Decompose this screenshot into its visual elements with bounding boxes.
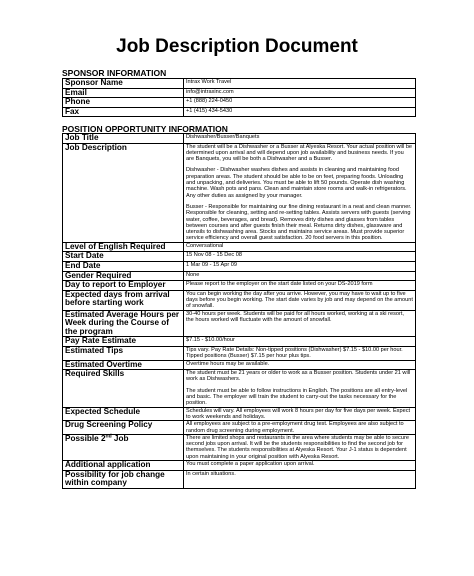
- dishwasher-paragraph: Dishwasher - Dishwasher washes dishes and assists in cleaning and maintaining food preparation areas. The student should be able to be on feet, preparing foods. Unloading and unpacking, and deliveries. You must be able to lift 50 pounds. Operate dish washing machine. Wash pots and pans. Clean and maintain store rooms and walk-in refrigerators. Any other duties as assigned by your manager.: [186, 167, 407, 199]
- table-row: [63, 134, 416, 144]
- job-title-value: Dishwasher/Busser/Banquets: [184, 134, 416, 144]
- table-row: [63, 98, 416, 108]
- job-description-label: Job Description: [63, 143, 184, 242]
- table-row: [63, 470, 416, 488]
- table-row: [63, 310, 416, 337]
- expected-days-value: You can begin working the day after you arrive. However, you may have to wait up to five days before you begin working. The start date varies by job and may depend on the amount of snowfall.: [184, 290, 416, 310]
- second-job-value: There are limited shops and restaurants in the area where students may be able to secure second jobs upon arrival. It will be the students responsibilities to find the second job for themselves. The students responsibilities at Alyeska Resort. Your J-1 status is dependent upon maintaining in your original position with Alyeska Resort.: [184, 434, 416, 460]
- application-value: You must complete a paper application upon arrival.: [184, 461, 416, 471]
- job-change-label: Possibility for job change within company: [63, 470, 184, 488]
- sponsor-table: [62, 78, 416, 117]
- fax-label: Fax: [63, 107, 184, 117]
- table-row: [63, 79, 416, 89]
- job-description-paragraph: The student will be a Dishwasher or a Busser at Alyeska Resort. Your actual position will be determined upon arrival and will depend upon job availability and business needs. If you are Banquets, you will be both a Dishwasher and a Busser.: [186, 143, 413, 163]
- sponsor-name-value: Intrax Work Travel: [184, 79, 416, 89]
- second-job-label-end: Job: [111, 433, 129, 443]
- table-row: [63, 261, 416, 271]
- table-row: [63, 281, 416, 291]
- application-label: Additional application: [63, 461, 184, 471]
- table-row: [63, 346, 416, 360]
- schedule-value: Schedules will vary. All employees will work 8 hours per day for five days per week. Expect to work weekends and holidays.: [184, 407, 416, 421]
- sponsor-name-label: Sponsor Name: [63, 79, 184, 89]
- phone-label: Phone: [63, 98, 184, 108]
- report-day-value: Please report to the employer on the start date listed on your DS-2019 form: [184, 281, 416, 291]
- skills-label: Required Skills: [63, 370, 184, 407]
- phone-value: +1 (888) 224-0450: [184, 98, 416, 108]
- skills-paragraph-age: The student must be 21 years or older to work as a Busser position. Students under 21 will work as Dishwashers.: [186, 370, 411, 383]
- second-job-label: [63, 434, 184, 460]
- table-row: [63, 370, 416, 407]
- drug-policy-label: Drug Screening Policy: [63, 421, 184, 435]
- skills-value: [184, 370, 416, 407]
- table-row: [63, 290, 416, 310]
- end-date-label: End Date: [63, 261, 184, 271]
- position-table: [62, 133, 416, 489]
- email-value: info@intraxinc.com: [184, 88, 416, 98]
- table-row: [63, 242, 416, 252]
- report-day-label: Day to report to Employer: [63, 281, 184, 291]
- table-row: [63, 107, 416, 117]
- english-label: Level of English Required: [63, 242, 184, 252]
- gender-label: Gender Required: [63, 271, 184, 281]
- drug-policy-value: All employees are subject to a pre-employment drug test. Employees are also subject to random drug screening during employment.: [184, 421, 416, 435]
- table-row: [63, 88, 416, 98]
- job-title-label: Job Title: [63, 134, 184, 144]
- english-value: Conversational: [184, 242, 416, 252]
- start-date-value: 15 Nov 08 - 15 Dec 08: [184, 252, 416, 262]
- table-row: [63, 421, 416, 435]
- start-date-label: Start Date: [63, 252, 184, 262]
- second-job-label-main: Possible 2: [65, 433, 106, 443]
- table-row: [63, 407, 416, 421]
- email-label: Email: [63, 88, 184, 98]
- job-change-value: In certain situations.: [184, 470, 416, 488]
- table-row: [63, 461, 416, 471]
- page-title: Job Description Document: [116, 36, 358, 57]
- job-description-value: [184, 143, 416, 242]
- tips-label: Estimated Tips: [63, 346, 184, 360]
- hours-value: 30-40 hours per week. Students will be paid for all hours worked, working at a ski resort, the hours worked will fluctuate with the amount of snowfall.: [184, 310, 416, 337]
- fax-value: +1 (415) 434-5430: [184, 107, 416, 117]
- tips-value: Tips vary. Pay Rate Details: Non-tipped positions (Dishwasher) $7.15 - $10.00 per hour. Tipped positions (Busser) $7.15 per hour plus tips.: [184, 346, 416, 360]
- pay-rate-value: $7.15 - $10.00/hour: [184, 337, 416, 347]
- sponsor-heading: SPONSOR INFORMATION: [62, 68, 167, 78]
- expected-days-label: Expected days from arrival before starting work: [63, 290, 184, 310]
- position-heading: POSITION OPPORTUNITY INFORMATION: [62, 124, 228, 134]
- skills-paragraph-english: The student must be able to follow instructions in English. The positions are all entry-level and basic. The employer will train the student to carry-out the tasks necessary for the position.: [186, 387, 408, 407]
- table-row: [63, 434, 416, 460]
- table-row: [63, 252, 416, 262]
- overtime-value: Overtime hours may be available.: [184, 360, 416, 370]
- table-row: [63, 143, 416, 242]
- schedule-label: Expected Schedule: [63, 407, 184, 421]
- end-date-value: 1 Mar 09 - 15 Apr 09: [184, 261, 416, 271]
- second-job-label-sup: nd: [105, 433, 112, 440]
- gender-value: None: [184, 271, 416, 281]
- busser-paragraph: Busser - Responsible for maintaining our fine dining restaurant in a neat and clean manner. Responsible for cleaning, setting and re-setting tables. Assists servers with guests (serving water, coffee, beverages, and bread). Removes dirty dishes and glasses from tables between courses and after guests finish their meal. Returns dirty dishes, glassware and utensils to dishwashing area. Stocks and maintains service areas. Must provide superior service efficiency and overall guest satisfaction. 20 food servers in this position.: [186, 203, 412, 242]
- pay-rate-label: Pay Rate Estimate: [63, 337, 184, 347]
- hours-label: Estimated Average Hours per Week during the Course of the program: [63, 310, 184, 337]
- overtime-label: Estimated Overtime: [63, 360, 184, 370]
